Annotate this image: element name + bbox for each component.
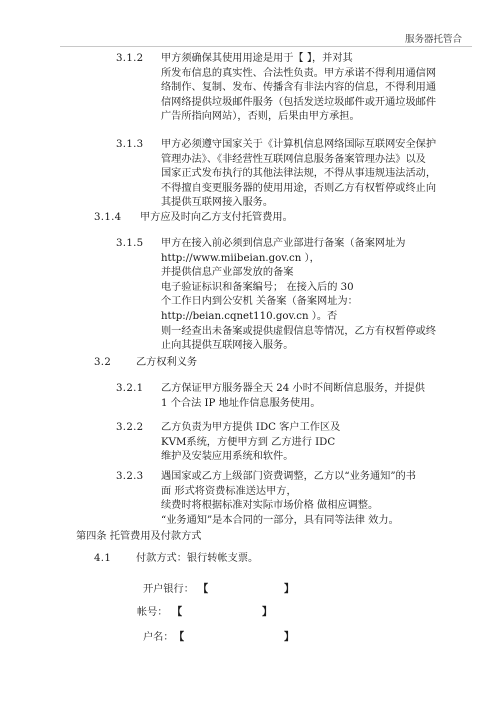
clause-line: 信网络提供垃圾邮件服务（包括发送垃圾邮件或开通垃圾邮件	[161, 96, 437, 108]
account-bracket-close: 】	[262, 606, 273, 618]
clause-line: KVM系统，方便甲方到 乙方进行 IDC	[161, 436, 336, 448]
clause-line: 乙方负责为甲方提供 IDC 客户工作区及	[161, 422, 341, 433]
clause-number-3-1-5: 3.1.5	[116, 238, 144, 249]
account-bracket-open: 【	[172, 606, 183, 618]
clause-line: 管理办法》、《非经营性互联网信息服务备案管理办法》以及	[161, 153, 426, 165]
clause-3-2-3	[161, 470, 416, 528]
clause-number-3-1-4: 3.1.4	[94, 212, 122, 223]
clause-line: 国家正式发布执行的其他法律法规，不得从事违规违法活动，	[161, 168, 437, 180]
clause-line: 广告所指向网站），否则，后果由甲方承担。	[161, 111, 360, 123]
clause-number-3-2-1: 3.2.1	[116, 383, 144, 394]
article-4-title: 第四条 托管费用及付款方式	[76, 531, 202, 542]
clause-3-1-5	[161, 237, 436, 354]
clause-line: 个工作日内到公安机 关备案（备案网址为：	[161, 296, 358, 308]
clause-line: 面 形式将资费标准送达甲方，	[161, 485, 297, 497]
clause-3-1-2	[161, 52, 436, 125]
clause-line: 不得擅自变更服务器的使用用途，否则乙方有权暂停或终止向	[161, 182, 437, 194]
clause-line: 乙方保证甲方服务器全天 24 小时不间断信息服务，并提供	[161, 383, 425, 394]
clause-line: 络制作、复制、发布、传播含有非法内容的信息，不得利用通	[161, 82, 437, 94]
police-registration-url: http://beian.cqnet110.gov.cn ）。否	[161, 310, 338, 322]
clause-line: 其提供互联网接入服务。	[161, 197, 274, 209]
clause-3-1-4: 甲方应及时向乙方支付托管费用。	[140, 212, 293, 223]
bank-label: 开户银行：	[143, 584, 194, 595]
header-rule	[60, 46, 472, 47]
clause-line: 1 个合法 IP 地址作信息服务使用。	[161, 397, 321, 409]
clause-number-4-1: 4.1	[94, 553, 112, 564]
clause-line: 电子验证标识和备案编号； 在接入后的 30	[161, 281, 354, 293]
clause-line: 续费时将根据标准对实际市场价格 做相应调整。	[161, 500, 379, 512]
bank-bracket-open: 【	[198, 583, 209, 595]
name-bracket-close: 】	[284, 631, 295, 643]
clause-line: 甲方在接入前必须到信息产业部进行备案（备案网址为	[161, 238, 406, 249]
clause-line: 甲方须确保其使用用途是用于【 】，并对其	[161, 53, 353, 64]
clause-line: 并提供信息产业部发放的备案	[161, 267, 294, 279]
clause-number-3-1-2: 3.1.2	[116, 53, 144, 64]
clause-line: 所发布信息的真实性、合法性负责。甲方承诺不得利用通信网	[161, 67, 437, 79]
clause-3-2-1	[161, 382, 425, 411]
clause-number-3-2-2: 3.2.2	[116, 422, 144, 433]
section-title-3-2: 乙方权利义务	[136, 357, 198, 368]
account-label: 帐号：	[137, 607, 168, 618]
clause-3-1-3	[161, 138, 436, 211]
bank-bracket-close: 】	[284, 583, 295, 595]
clause-3-2-2	[161, 421, 340, 465]
clause-4-1: 付款方式：银行转帐支票。	[136, 553, 259, 564]
section-number-3-2: 3.2	[94, 357, 112, 368]
clause-line: 遇国家或乙方上级部门资费调整，乙方以“业务通知”的书	[161, 471, 416, 482]
clause-line: 甲方必须遵守国家关于《计算机信息网络国际互联网安全保护	[161, 139, 437, 150]
clause-line: 止向其提供互联网接入服务。	[161, 340, 294, 352]
clause-number-3-1-3: 3.1.3	[116, 139, 144, 150]
clause-line: 维护及安装应用系统和软件。	[161, 451, 294, 463]
name-bracket-open: 【	[174, 631, 185, 643]
clause-number-3-2-3: 3.2.3	[116, 471, 144, 482]
account-name-label: 户名：	[143, 632, 174, 643]
running-header: 服务器托管合	[404, 34, 462, 45]
clause-line: “业务通知”是本合同的一部分，具有同等法律 效力。	[161, 514, 399, 526]
clause-line: 则一经查出未备案或提供虚假信息等情况，乙方有权暂停或终	[161, 325, 437, 337]
registration-url: http://www.miibeian.gov.cn ），	[161, 252, 320, 264]
